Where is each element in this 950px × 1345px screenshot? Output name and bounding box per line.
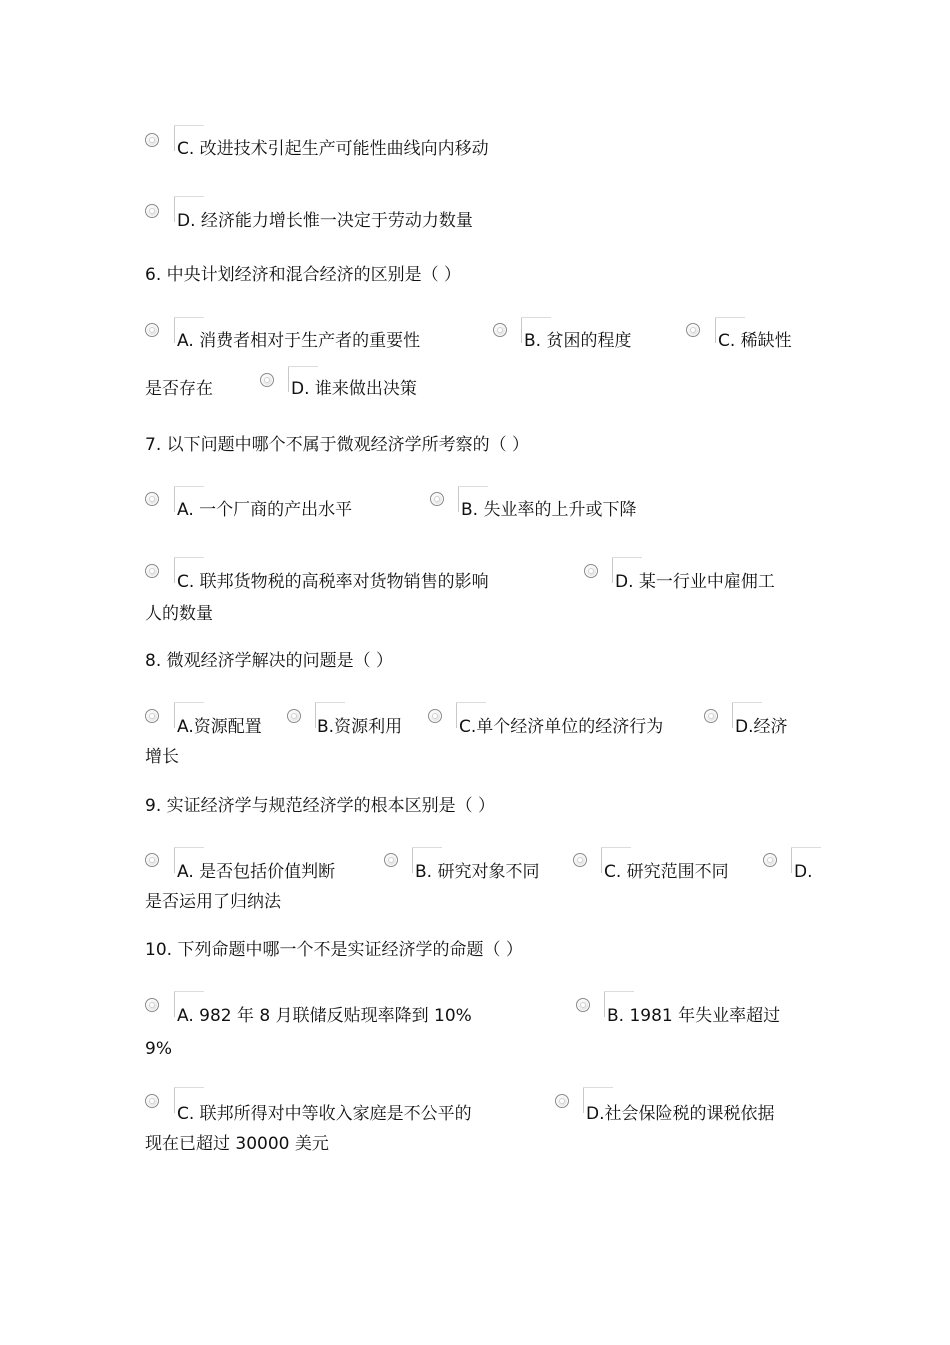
q9-option-d-label: D. xyxy=(794,862,813,882)
q10-option-d-divider xyxy=(583,1087,584,1113)
q9-option-d-divider xyxy=(791,847,792,873)
q8-option-d-divider xyxy=(732,702,733,728)
q10-option-b-divider xyxy=(604,991,605,1017)
q6-option-c-label: C. 稀缺性 xyxy=(718,331,792,351)
q10-option-b-radio[interactable] xyxy=(576,998,590,1012)
q6-option-d-label: D. 谁来做出决策 xyxy=(291,379,417,399)
q9-option-c-divider xyxy=(601,847,602,873)
q6-option-d-divider xyxy=(288,366,289,392)
q9-option-a-divider xyxy=(174,847,175,873)
q8-option-b-label: B.资源利用 xyxy=(317,717,403,737)
q10-option-b-label-cont: 9% xyxy=(145,1039,172,1059)
q8-option-a-radio[interactable] xyxy=(145,709,159,723)
q10-option-a-label: A. 982 年 8 月联储反贴现率降到 10% xyxy=(177,1006,472,1026)
q6-option-b-radio[interactable] xyxy=(493,323,507,337)
q8-question: 8. 微观经济学解决的问题是（ ） xyxy=(145,651,394,671)
q5-option-d-label: D. 经济能力增长惟一决定于劳动力数量 xyxy=(177,211,473,231)
q9-option-c-label: C. 研究范围不同 xyxy=(604,862,729,882)
q6-option-b-divider xyxy=(521,317,522,343)
q10-option-c-divider xyxy=(174,1087,175,1113)
q6-option-c-divider xyxy=(715,317,716,343)
q10-option-b-label: B. 1981 年失业率超过 xyxy=(607,1006,781,1026)
q9-option-c-radio[interactable] xyxy=(573,853,587,867)
q10-option-a-radio[interactable] xyxy=(145,998,159,1012)
q6-option-b-label: B. 贫困的程度 xyxy=(524,331,632,351)
q5-option-c-radio[interactable] xyxy=(145,133,159,147)
q8-option-b-radio[interactable] xyxy=(287,709,301,723)
q6-option-a-radio[interactable] xyxy=(145,323,159,337)
q6-question: 6. 中央计划经济和混合经济的区别是（ ） xyxy=(145,265,462,285)
q8-option-c-radio[interactable] xyxy=(428,709,442,723)
q5-option-d-divider xyxy=(174,196,175,222)
q10-option-d-label-cont: 现在已超过 30000 美元 xyxy=(145,1134,329,1154)
q7-option-a-divider xyxy=(174,486,175,512)
q6-option-c-radio[interactable] xyxy=(686,323,700,337)
q7-option-c-radio[interactable] xyxy=(145,564,159,578)
q7-option-d-label: D. 某一行业中雇佣工 xyxy=(615,572,775,592)
q10-option-d-label: D.社会保险税的课税依据 xyxy=(586,1104,775,1124)
q6-option-a-divider xyxy=(174,317,175,343)
q7-option-a-label: A. 一个厂商的产出水平 xyxy=(177,500,353,520)
q9-option-d-label-cont: 是否运用了归纳法 xyxy=(145,892,281,912)
q9-option-b-label: B. 研究对象不同 xyxy=(415,862,540,882)
q10-option-c-label: C. 联邦所得对中等收入家庭是不公平的 xyxy=(177,1104,472,1124)
q6-option-a-label: A. 消费者相对于生产者的重要性 xyxy=(177,331,421,351)
q10-question: 10. 下列命题中哪一个不是实证经济学的命题（ ） xyxy=(145,940,523,960)
q8-option-a-label: A.资源配置 xyxy=(177,717,262,737)
q7-question: 7. 以下问题中哪个不属于微观经济学所考察的（ ） xyxy=(145,435,530,455)
q6-option-d-radio[interactable] xyxy=(260,373,274,387)
q5-option-c-divider xyxy=(174,125,175,151)
q7-option-d-radio[interactable] xyxy=(584,564,598,578)
q7-option-c-label: C. 联邦货物税的高税率对货物销售的影响 xyxy=(177,572,489,592)
q5-option-c-label: C. 改进技术引起生产可能性曲线向内移动 xyxy=(177,139,489,159)
q7-option-d-divider xyxy=(612,557,613,583)
q9-question: 9. 实证经济学与规范经济学的根本区别是（ ） xyxy=(145,796,496,816)
q9-option-b-radio[interactable] xyxy=(384,853,398,867)
q8-option-c-label: C.单个经济单位的经济行为 xyxy=(459,717,664,737)
q6-option-c-label-cont: 是否存在 xyxy=(145,379,213,399)
q9-option-b-divider xyxy=(412,847,413,873)
q7-option-b-divider xyxy=(458,486,459,512)
q8-option-d-label-cont: 增长 xyxy=(145,747,179,767)
q10-option-c-radio[interactable] xyxy=(145,1094,159,1108)
q8-option-a-divider xyxy=(174,702,175,728)
q7-option-b-label: B. 失业率的上升或下降 xyxy=(461,500,637,520)
q9-option-d-radio[interactable] xyxy=(763,853,777,867)
q7-option-a-radio[interactable] xyxy=(145,492,159,506)
q10-option-d-radio[interactable] xyxy=(555,1094,569,1108)
q8-option-b-divider xyxy=(315,702,316,728)
q5-option-d-radio[interactable] xyxy=(145,204,159,218)
q9-option-a-label: A. 是否包括价值判断 xyxy=(177,862,336,882)
q9-option-a-radio[interactable] xyxy=(145,853,159,867)
q8-option-c-divider xyxy=(456,702,457,728)
q7-option-b-radio[interactable] xyxy=(430,492,444,506)
q8-option-d-label: D.经济 xyxy=(735,717,788,737)
q7-option-d-label-cont: 人的数量 xyxy=(145,604,213,624)
q7-option-c-divider xyxy=(174,557,175,583)
q8-option-d-radio[interactable] xyxy=(704,709,718,723)
q10-option-a-divider xyxy=(174,991,175,1017)
